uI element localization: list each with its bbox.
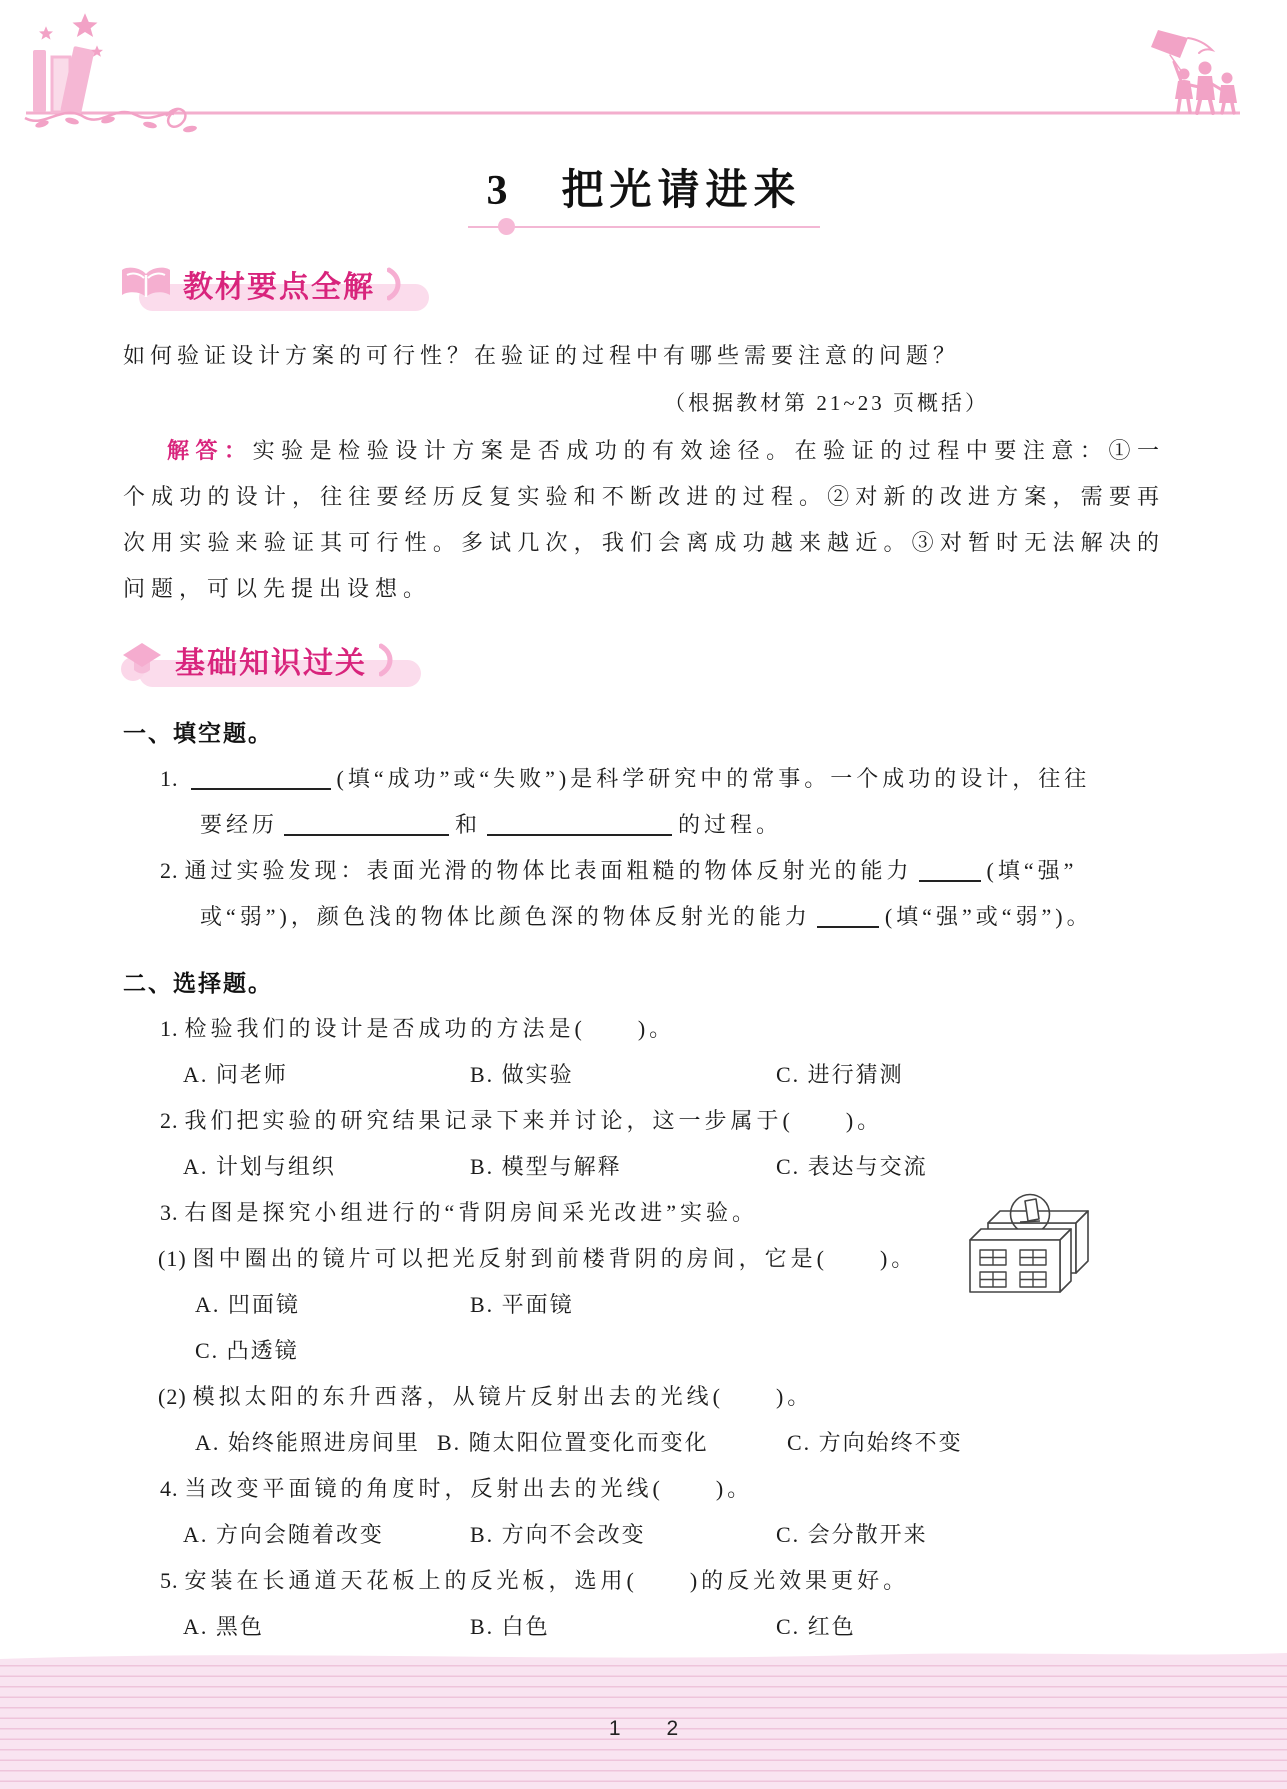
option-a: A. 问老师 [183, 1062, 288, 1087]
header-decoration [0, 0, 1287, 140]
choice-heading: 二、选择题。 [123, 970, 273, 996]
page-title: 3 把光请进来 [486, 168, 802, 214]
title-dot-icon [498, 218, 515, 235]
footer-wave [0, 1649, 1287, 1665]
question-text: 我们把实验的研究结果记录下来并讨论，这一步属于( )。 [184, 1108, 884, 1133]
option-a: A. 计划与组织 [183, 1154, 336, 1179]
option-a: A. 凹面镜 [195, 1292, 300, 1317]
keypoints-source: （根据教材第 21~23 页概括） [664, 391, 989, 415]
title-underline [468, 218, 820, 236]
section-header-basics [119, 638, 401, 682]
choice-question-3-sub2-options [195, 1420, 1165, 1466]
question-text: 安装在长通道天花板上的反光板，选用( )的反光效果更好。 [184, 1568, 910, 1593]
swoosh-paren-icon [387, 267, 403, 301]
page-numbers [0, 1717, 1287, 1741]
option-c: C. 进行猜测 [776, 1062, 904, 1087]
question-number: 5. [160, 1568, 179, 1593]
option-b: B. 白色 [470, 1614, 550, 1639]
question-number: (1) [158, 1246, 187, 1271]
answer-blank [817, 902, 879, 928]
choice-question-1-options [183, 1052, 1165, 1098]
question-number: (2) [158, 1384, 187, 1409]
option-b: B. 方向不会改变 [470, 1522, 646, 1547]
section-header-keypoints [119, 262, 409, 306]
fill-in-heading: 一、填空题。 [123, 720, 273, 746]
question-number: 4. [160, 1476, 179, 1501]
question-text: 模拟太阳的东升西落，从镜片反射出去的光线( )。 [192, 1384, 814, 1409]
option-c: C. 会分散开来 [776, 1522, 928, 1547]
question-text: 的过程。 [678, 812, 783, 837]
page-number-left: 1 [608, 1717, 621, 1740]
question-text: 或“弱”)，颜色浅的物体比颜色深的物体反射光的能力 [200, 904, 811, 929]
question-number: 1. [160, 766, 179, 791]
option-c: C. 表达与交流 [776, 1154, 928, 1179]
kids-kite-icon [1151, 30, 1237, 113]
question-text: 右图是探究小组进行的“背阴房间采光改进”实验。 [184, 1200, 759, 1225]
option-b: B. 做实验 [470, 1062, 574, 1087]
option-b: B. 模型与解释 [470, 1154, 622, 1179]
answer-label: 解答： [167, 438, 253, 463]
option-b: B. 平面镜 [470, 1292, 574, 1317]
question-text: 图中圈出的镜片可以把光反射到前楼背阴的房间，它是( )。 [192, 1246, 918, 1271]
answer-blank [284, 810, 449, 836]
question-text: (填“强” [986, 858, 1078, 883]
answer-text: 实验是检验设计方案是否成功的有效途径。在验证的过程中要注意：①一个成功的设计，往往要经历反复实验和不断改进的过程。②对新的改进方案，需要再次用实验来验证其可行性。多试几次，我们会离成功越来越近。③对暂时无法解决的问题，可以先提出设想。 [123, 438, 1165, 601]
option-a: A. 始终能照进房间里 [195, 1430, 420, 1455]
question-number: 2. [160, 1108, 179, 1133]
option-a: A. 方向会随着改变 [183, 1522, 384, 1547]
choice-question-4-options [183, 1512, 1165, 1558]
question-text: 和 [455, 812, 482, 837]
answer-blank [191, 764, 331, 790]
books-stars-icon [33, 13, 103, 115]
question-number: 3. [160, 1200, 179, 1225]
question-text: (填“强”或“弱”)。 [884, 904, 1093, 929]
choice-question-2 [160, 1098, 1165, 1144]
fill-question-2-line2 [200, 894, 1165, 940]
section-title-keypoints: 教材要点全解 [183, 271, 375, 304]
option-c: C. 凸透镜 [195, 1338, 299, 1363]
page-number-right: 2 [666, 1717, 679, 1740]
keypoints-question: 如何验证设计方案的可行性？在验证的过程中有哪些需要注意的问题？ [123, 343, 961, 368]
choice-question-4 [160, 1466, 1165, 1512]
open-book-icon [119, 264, 173, 304]
option-a: A. 黑色 [183, 1614, 264, 1639]
choice-question-3-sub1-option-c-row [195, 1328, 1165, 1374]
choice-question-5 [160, 1558, 1165, 1604]
choice-question-1 [160, 1006, 1165, 1052]
question-text: (填“成功”或“失败”)是科学研究中的常事。一个成功的设计，往往 [336, 766, 1091, 791]
buildings-mirror-illustration [942, 1176, 1110, 1321]
choice-question-5-options [183, 1604, 1165, 1650]
fill-question-1-line2 [200, 802, 1165, 848]
title-underline-line [468, 226, 820, 228]
option-c: C. 红色 [776, 1614, 856, 1639]
question-text: 通过实验发现：表面光滑的物体比表面粗糙的物体反射光的能力 [184, 858, 913, 883]
swoosh-paren-icon [379, 643, 395, 677]
fill-question-2 [160, 848, 1165, 894]
choice-question-3-sub2 [158, 1374, 1165, 1420]
question-number: 1. [160, 1016, 179, 1041]
option-b: B. 随太阳位置变化而变化 [437, 1430, 709, 1455]
option-c: C. 方向始终不变 [787, 1430, 963, 1455]
fill-question-1 [160, 756, 1165, 802]
answer-blank [919, 856, 981, 882]
question-text: 当改变平面镜的角度时，反射出去的光线( )。 [184, 1476, 754, 1501]
graduation-cap-icon [119, 638, 165, 682]
question-text: 要经历 [200, 812, 279, 837]
answer-blank [487, 810, 672, 836]
question-text: 检验我们的设计是否成功的方法是( )。 [184, 1016, 676, 1041]
keypoints-answer [123, 428, 1165, 612]
section-title-basics: 基础知识过关 [175, 647, 367, 680]
question-number: 2. [160, 858, 179, 883]
